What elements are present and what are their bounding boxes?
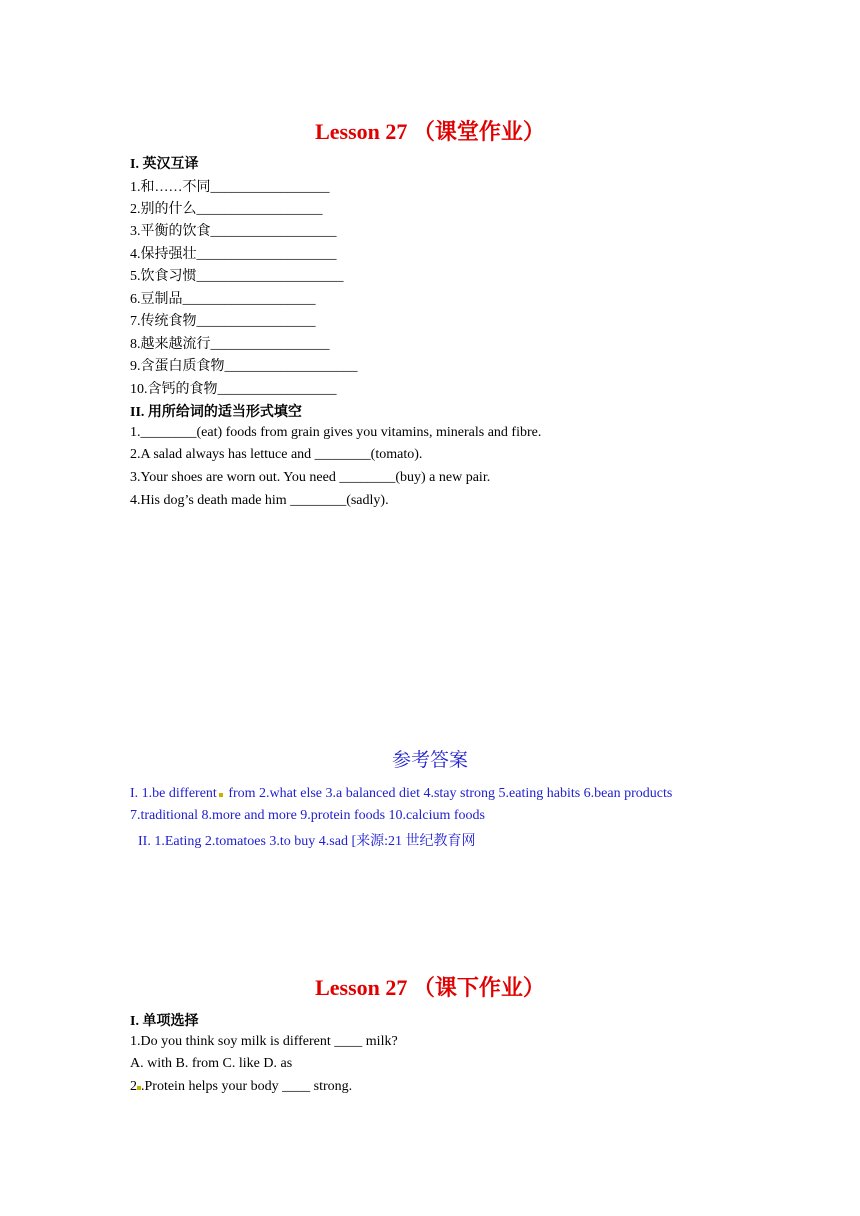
fill-item-3: 3.Your shoes are worn out. You need ________(buy) a new pair. <box>130 470 491 485</box>
translation-item-8: 8.越来越流行_________________ <box>130 337 330 352</box>
answers-line-1-start: I. 1.be different <box>130 786 217 801</box>
choice-question-2 <box>130 1079 352 1095</box>
translation-item-7: 7.传统食物_________________ <box>130 314 316 329</box>
fill-item-1: 1.________(eat) foods from grain gives you vitamins, minerals and fibre. <box>130 425 542 440</box>
translation-item-2: 2.别的什么__________________ <box>130 202 323 217</box>
translation-item-1: 1.和……不同_________________ <box>130 180 330 195</box>
lesson-title-homework: Lesson 27 （课下作业） <box>315 975 545 1000</box>
translation-item-9: 9.含蛋白质食物___________________ <box>130 359 358 374</box>
translation-item-5: 5.饮食习惯_____________________ <box>130 269 344 284</box>
answers-title: 参考答案 <box>391 749 468 771</box>
translation-item-3: 3.平衡的饮食__________________ <box>130 224 337 239</box>
answers-line-3: II. 1.Eating 2.tomatoes 3.to buy 4.sad [来源:21 世纪教育网 <box>138 834 476 849</box>
section-heading-multiple-choice: I. 单项选择 <box>130 1014 199 1029</box>
translation-item-10: 10.含钙的食物_________________ <box>130 382 337 397</box>
section-heading-translation: I. 英汉互译 <box>130 157 199 172</box>
choice-question-2-number: 2 <box>130 1079 137 1094</box>
fill-item-2: 2.A salad always has lettuce and ________(tomato). <box>130 447 423 462</box>
fill-item-4: 4.His dog’s death made him ________(sadly). <box>130 493 389 508</box>
choice-question-1: 1.Do you think soy milk is different ____ milk? <box>130 1034 398 1049</box>
marker-dot-icon <box>219 793 223 797</box>
answers-line-1-rest: from 2.what else 3.a balanced diet 4.stay strong 5.eating habits 6.bean products <box>224 786 673 801</box>
lesson-title-classwork: Lesson 27 （课堂作业） <box>315 119 545 144</box>
answers-line-2: 7.traditional 8.more and more 9.protein foods 10.calcium foods <box>130 808 485 823</box>
choice-question-1-options: A. with B. from C. like D. as <box>130 1056 293 1071</box>
answers-line-1 <box>130 786 672 802</box>
translation-item-4: 4.保持强壮____________________ <box>130 247 337 262</box>
translation-item-6: 6.豆制品___________________ <box>130 292 316 307</box>
section-heading-fill-blanks: II. 用所给词的适当形式填空 <box>130 405 302 420</box>
choice-question-2-text: .Protein helps your body ____ strong. <box>141 1079 353 1094</box>
